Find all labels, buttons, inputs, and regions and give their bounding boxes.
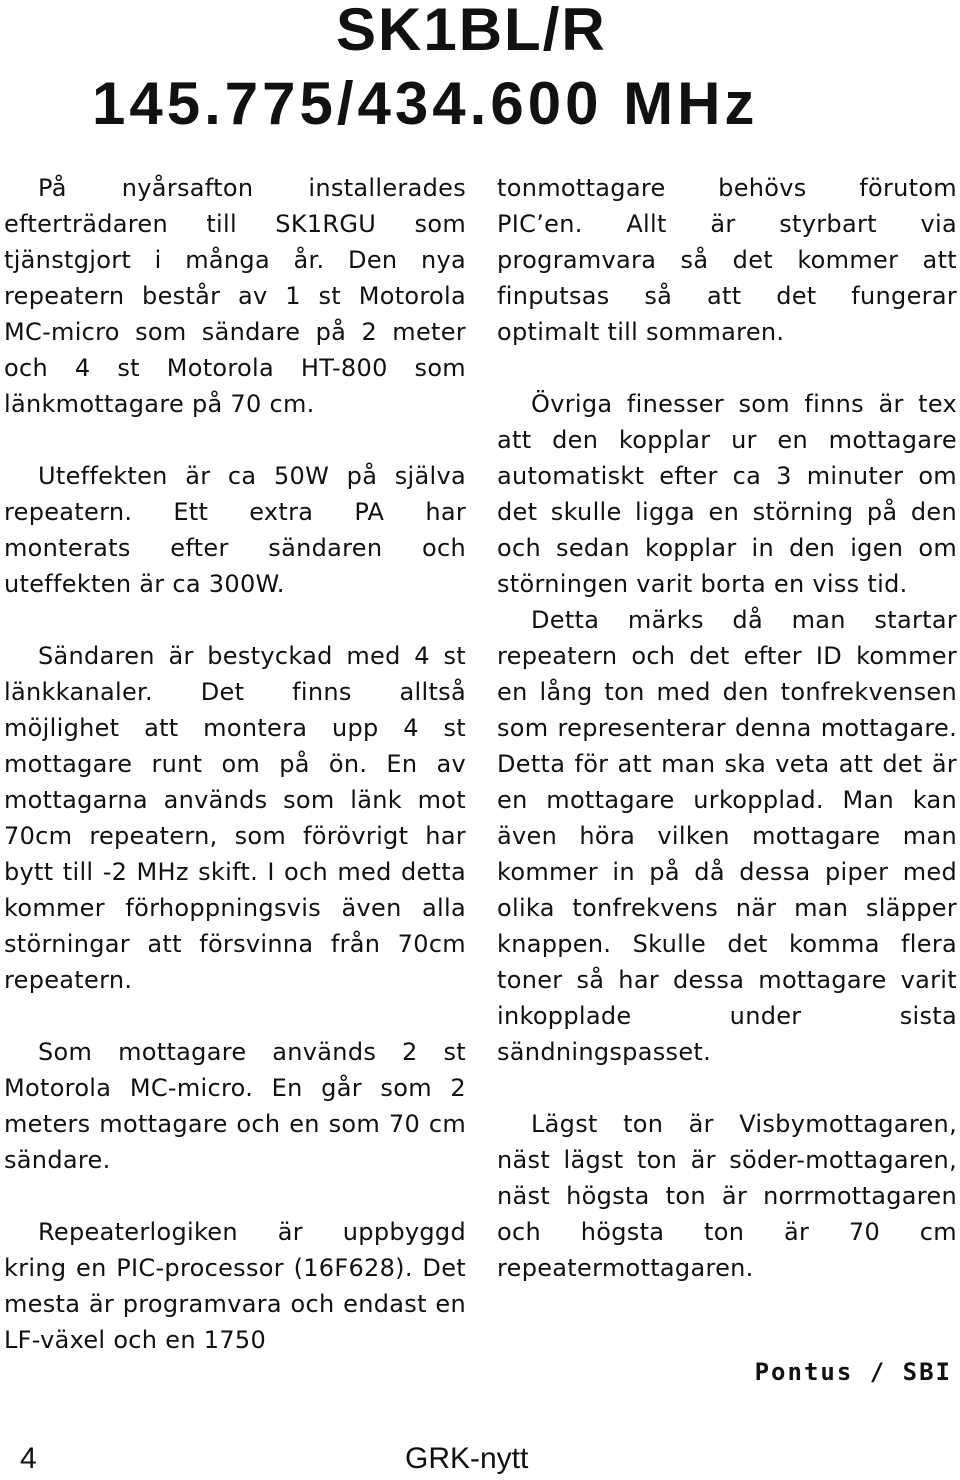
paragraph-features: Övriga finesser som finns är tex att den kopplar ur en mottagare automatiskt efter ca 3 minuter om det skulle ligga en störning på den och sedan kopplar in den igen om störningen varit borta en viss tid.	[497, 390, 957, 598]
paragraph-intro: På nyårsafton installerades efterträdaren till SK1RGU som tjänstgjort i många år. Den nya repeatern består av 1 st Motorola MC-micro som sändare på 2 meter och 4 st Motorola HT-800 som länkmottagare på 70 cm.	[4, 174, 466, 418]
paragraph-continuation: tonmottagare behövs förutom PIC’en. Allt är styrbart via programvara så det kommer att finputsas så att det fungerar optimalt till sommaren.	[497, 174, 957, 346]
frequency-title: 145.775/434.600 MHz	[92, 70, 759, 137]
paragraph-repeater-logic: Repeaterlogiken är uppbyggd kring en PIC-processor (16F628). Det mesta är programvara och endast en LF-växel och en 1750	[4, 1218, 466, 1354]
paragraph-tones: Detta märks då man startar repeatern och det efter ID kommer en lång ton med den tonfrekvensen som representerar denna mottagare. Detta för att man ska veta att det är en mottagare urkopplad. Man kan även höra vilken mottagare man kommer in på då dessa piper med olika tonfrekvens när man släpper knappen. Skulle det komma flera toner så har dessa mottagare varit inkopplade under sista sändningspasset.	[497, 606, 957, 1066]
paragraph-output-power: Uteffekten är ca 50W på själva repeatern. Ett extra PA har monterats efter sändaren och uteffekten är ca 300W.	[4, 462, 466, 598]
right-column	[497, 170, 957, 1286]
publication-name: GRK-nytt	[405, 1442, 529, 1475]
author-signature: Pontus / SBI	[754, 1358, 952, 1386]
page-number: 4	[20, 1442, 37, 1475]
paragraph-tone-order: Lägst ton är Visbymottagaren, näst lägst ton är söder-mottagaren, näst högsta ton är norrmottagaren och högsta ton är 70 cm repeatermottagaren.	[497, 1110, 957, 1282]
paragraph-receivers: Som mottagare används 2 st Motorola MC-micro. En går som 2 meters mottagare och en som 70 cm sändare.	[4, 1038, 466, 1174]
left-column	[4, 170, 466, 1358]
callsign-title: SK1BL/R	[336, 0, 607, 63]
paragraph-link-channels: Sändaren är bestyckad med 4 st länkkanaler. Det finns alltså möjlighet att montera upp 4 st mottagare runt om på ön. En av mottagarna används som länk mot 70cm repeatern, som förövrigt har bytt till -2 MHz skift. I och med detta kommer förhoppningsvis även alla störningar att försvinna från 70cm repeatern.	[4, 642, 466, 994]
